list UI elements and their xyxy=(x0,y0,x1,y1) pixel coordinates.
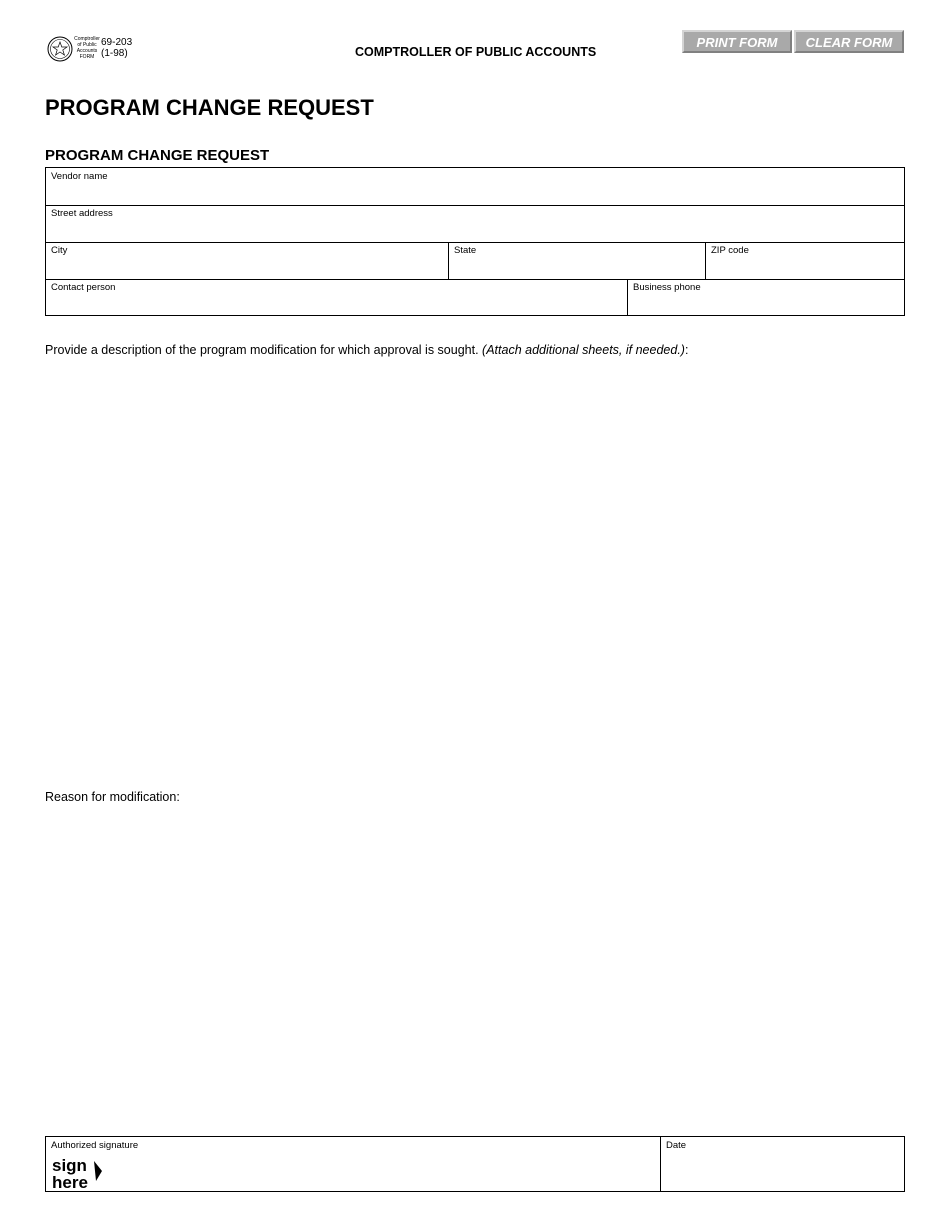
reason-area[interactable] xyxy=(45,812,905,1122)
street-address-field[interactable] xyxy=(46,205,904,242)
city-state-zip-row xyxy=(46,242,904,280)
page-title: PROGRAM CHANGE REQUEST xyxy=(45,95,374,120)
street-address-row xyxy=(46,205,904,243)
zip-field[interactable] xyxy=(705,242,904,279)
seal-text: Comptroller of Public Accounts FORM xyxy=(74,36,100,60)
description-area[interactable] xyxy=(45,365,905,775)
city-label: City xyxy=(51,245,68,256)
vendor-info-table xyxy=(45,167,905,316)
city-field[interactable] xyxy=(46,242,448,279)
sign-word: sign xyxy=(52,1156,87,1175)
contact-row xyxy=(46,279,904,316)
business-phone-label: Business phone xyxy=(633,282,701,293)
print-form-button[interactable]: PRINT FORM xyxy=(682,30,792,53)
sign-here-icon xyxy=(52,1156,104,1190)
state-field[interactable] xyxy=(448,242,705,279)
authorized-signature-field[interactable] xyxy=(46,1137,660,1191)
date-field[interactable] xyxy=(660,1137,904,1191)
business-phone-field[interactable] xyxy=(627,279,904,316)
vendor-name-row xyxy=(46,168,904,206)
date-label: Date xyxy=(666,1140,687,1151)
signature-block xyxy=(45,1136,905,1192)
comptroller-seal-icon xyxy=(47,36,73,62)
contact-person-field[interactable] xyxy=(46,279,627,316)
agency-name: COMPTROLLER OF PUBLIC ACCOUNTS xyxy=(355,45,597,59)
contact-person-label: Contact person xyxy=(51,282,116,293)
vendor-name-field[interactable] xyxy=(46,168,904,205)
vendor-name-label: Vendor name xyxy=(51,171,108,182)
reason-label: Reason for modification: xyxy=(45,790,180,804)
clear-form-button[interactable]: CLEAR FORM xyxy=(794,30,904,53)
section-title: PROGRAM CHANGE REQUEST xyxy=(45,147,270,164)
here-word: here xyxy=(52,1173,88,1190)
street-address-label: Street address xyxy=(51,208,113,219)
form-number: 69-203 (1-98) xyxy=(101,37,133,59)
description-prompt: Provide a description of the program modification for which approval is sought. (Attach additional sheets, if needed.): xyxy=(45,343,689,357)
state-label: State xyxy=(454,245,477,256)
zip-label: ZIP code xyxy=(711,245,749,256)
authorized-signature-label: Authorized signature xyxy=(51,1140,139,1151)
